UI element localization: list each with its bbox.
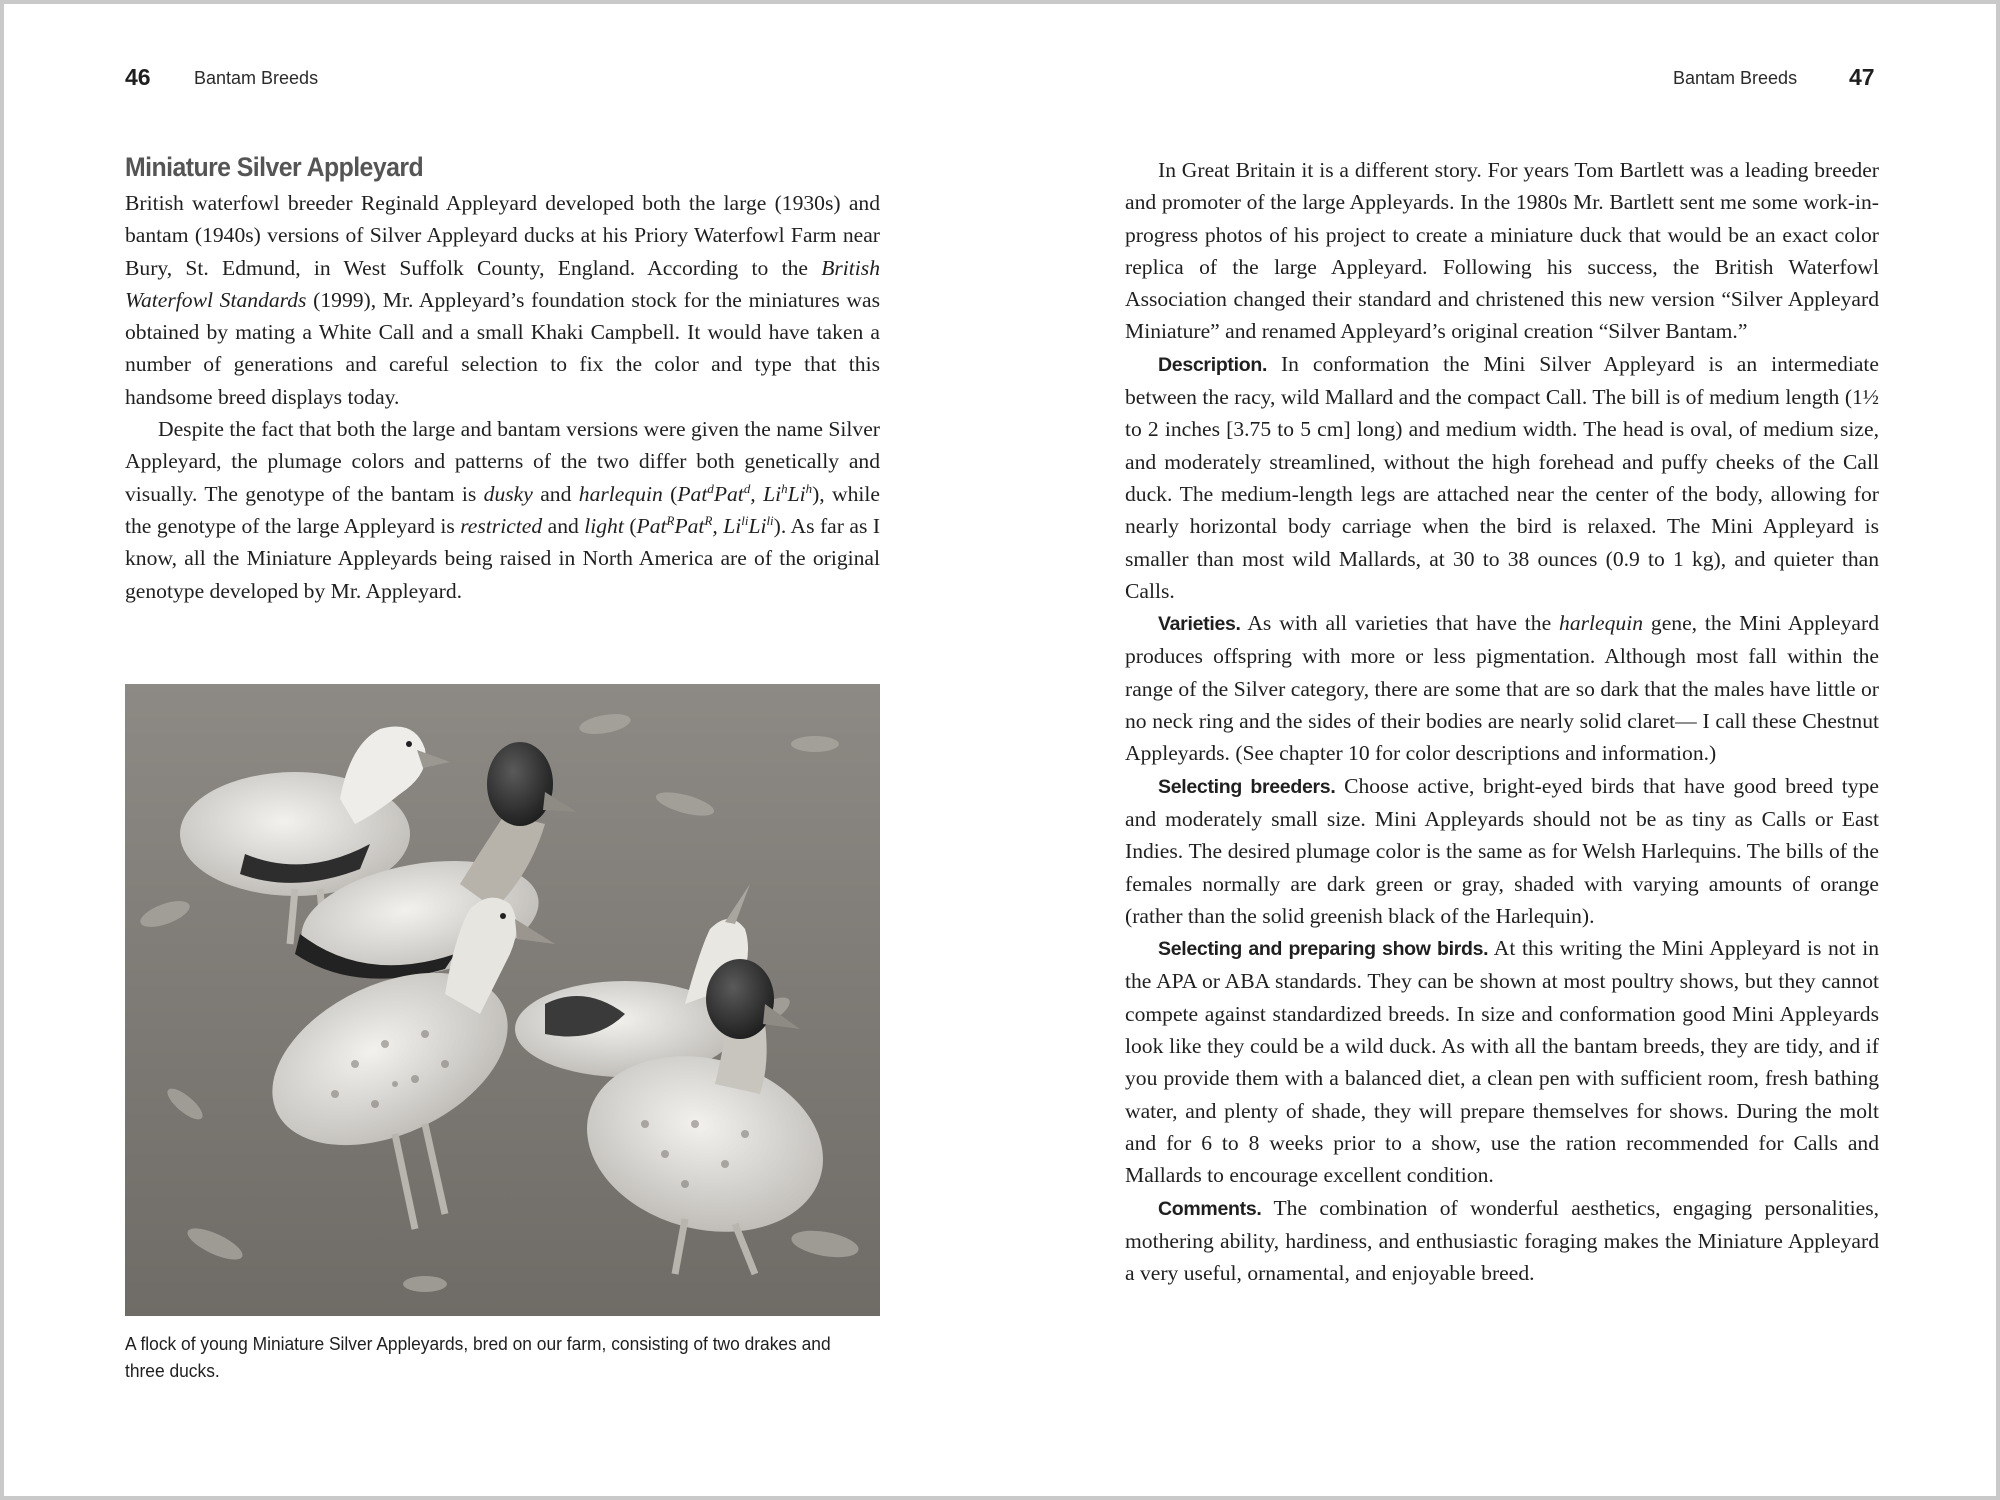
run-in-heading: Description. [1158,353,1268,376]
paragraph-selecting-breeders: Selecting breeders. Choose active, bright-eyed birds that have good breed type and moderately small size. Mini Appleyards should not be as tiny as Calls or East Indies. The desired plumage color is the same as for Welsh Harlequins. The bills of the females normally are dark green or gray, shaded with varying amounts of orange (rather than the solid greenish black of the Harlequin). [1125,773,1879,928]
duck-photo [125,684,880,1316]
run-in-heading: Varieties. [1158,613,1241,636]
duck-photo-illustration [125,684,880,1316]
right-body-text [1125,154,1879,1289]
paragraph: British waterfowl breeder Reginald Appleyard developed both the large (1930s) and bantam (1940s) versions of Silver Appleyard ducks at his Priory Waterfowl Farm near Bury, St. Edmund, in West Suffolk County, England. According to the British Waterfowl Standards (1999), Mr. Appleyard’s foundation stock for the miniatures was obtained by mating a White Call and a small Khaki Campbell. It would have taken a number of generations and careful selection to fix the color and type that this handsome breed displays today. [125,191,880,409]
page-number: 46 [125,64,151,90]
paragraph-show-birds: Selecting and preparing show birds. At this writing the Mini Appleyard is not in the APA or ABA standards. They can be shown at most poultry shows, but they cannot compete against standardized breeds. In size and conformation good Mini Appleyards look like they could be a wild duck. As with all the bantam breeds, they are tidy, and if you provide them with a balanced diet, a clean pen with sufficient room, fresh bathing water, and plenty of shade, they will prepare themselves for shows. During the molt and for 6 to 8 weeks prior to a show, use the ration recommended for Calls and Mallards to encourage excellent condition. [1125,936,1880,1188]
run-in-heading: Comments. [1158,1197,1262,1220]
left-page [4,4,1000,1496]
left-body-text [125,187,880,607]
paragraph-description: Description. In conformation the Mini Silver Appleyard is an intermediate between the racy, wild Mallard and the compact Call. The bill is of medium length (1½ to 2 inches [3.75 to 5 cm] long) and medium width. The head is oval, of medium size, and moderately streamlined, without the high forehead and puffy cheeks of the Call duck. The medium-length legs are attached near the center of the body, allowing for nearly horizontal body carriage when the bird is relaxed. The Mini Appleyard is smaller than most wild Mallards, at 30 to 38 ounces (0.9 to 1 kg), and quieter than Calls. [1125,351,1879,603]
paragraph-intro: In Great Britain it is a different story. For years Tom Bartlett was a leading breeder and promoter of the large Appleyards. In the 1980s Mr. Bartlett sent me some work-in-progress photos of his project to create a miniature duck that would be an exact color replica of the large Appleyard. Following his success, the British Waterfowl Association changed their standard and christened this new version “Silver Appleyard Miniature” and renamed Appleyard’s original creation “Silver Bantam.” [1125,158,1879,344]
book-spread [4,4,1996,1496]
section-title: Miniature Silver Appleyard [125,152,424,182]
paragraph-comments: Comments. The combination of wonderful aesthetics, engaging personalities, mothering ability, hardiness, and enthusiastic foraging makes the Miniature Appleyard a very useful, ornamental, and enjoyable breed. [1125,1195,1879,1286]
running-head: Bantam Breeds [194,68,319,88]
running-head: Bantam Breeds [1673,68,1798,88]
run-in-heading: Selecting breeders. [1158,775,1336,798]
photo-caption: A flock of young Miniature Silver Appleyards, bred on our farm, consisting of two drakes and three ducks. [125,1333,831,1381]
page-number: 47 [1849,64,1875,90]
right-page [1000,4,1996,1496]
paragraph: Despite the fact that both the large and bantam versions were given the name Silver Appleyard, the plumage colors and patterns of the two differ both genetically and visually. The genotype of the bantam is dusky and harlequin (Pat$^d$Pat$^d$, Li$^h$Li$^h$), while the genotype of the large Appleyard is restricted and light (Pat$^R$Pat$^R$, $Li^{li}Li^{li}$). As far as I know, all the Miniature Appleyards being raised in North America are of the original genotype developed by Mr. Appleyard. [125,417,881,603]
run-in-heading: Selecting and preparing show birds. [1158,938,1489,961]
paragraph-varieties: Varieties. As with all varieties that have the harlequin gene, the Mini Appleyard produces offspring with more or less pigmentation. Although most fall within the range of the Silver category, there are some that are so dark that the males have little or no neck ring and the sides of their bodies are nearly solid claret— I call these Chestnut Appleyards. (See chapter 10 for color descriptions and information.) [1125,611,1879,766]
